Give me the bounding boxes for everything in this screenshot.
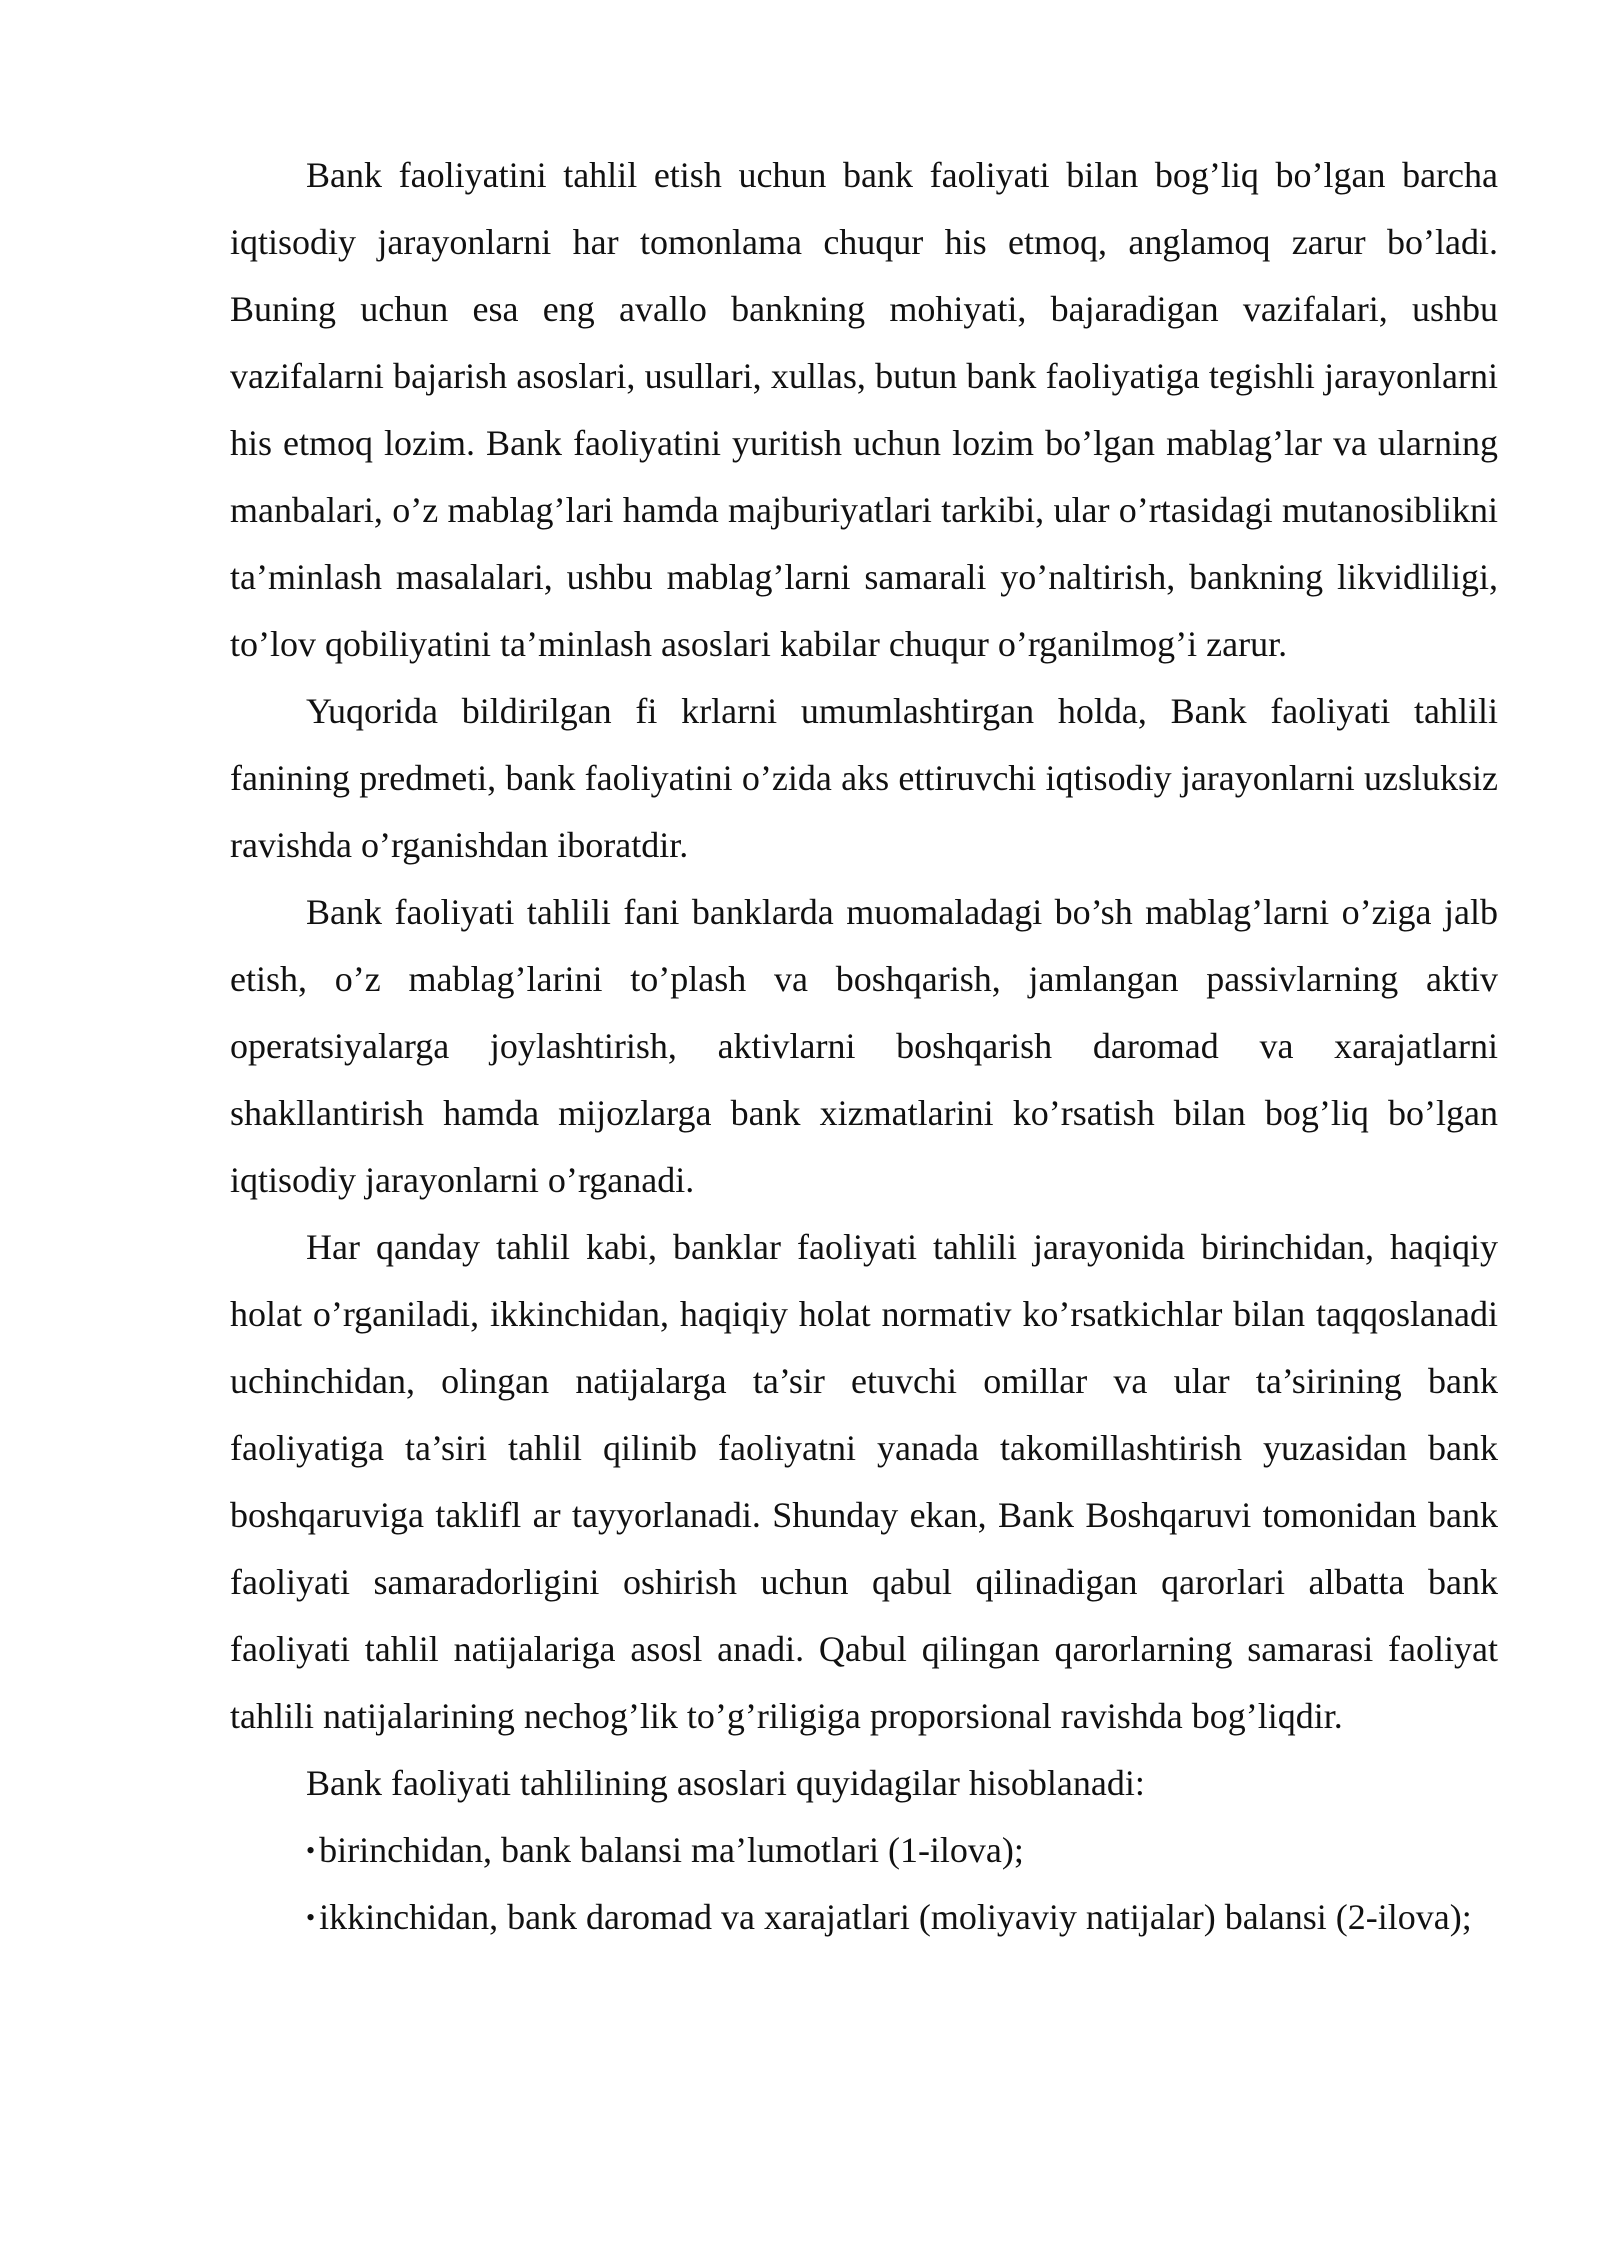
document-page bbox=[230, 142, 1498, 1951]
paragraph-1: Bank faoliyatini tahlil etish uchun bank faoliyati bilan bog’liq bo’lgan barcha iqtisodiy jarayonlarni har tomonlama chuqur his etmoq, anglamoq zarur bo’ladi. Buning uchun esa eng avallo bankning mohiyati, bajaradigan vazifalari, ushbu vazifalarni bajarish asoslari, usullari, xullas, butun bank faoliyatiga tegishli jarayonlarni his etmoq lozim. Bank faoliyatini yuritish uchun lozim bo’lgan mablag’lar va ularning manbalari, o’z mablag’lari hamda majburiyatlari tarkibi, ular o’rtasidagi mutanosiblikni ta’minlash masalalari, ushbu mablag’larni samarali yo’naltirish, bankning likvidliligi, to’lov qobiliyatini ta’minlash asoslari kabilar chuqur o’rganilmog’i zarur. bbox=[230, 155, 1498, 664]
bullet-text: ikkinchidan, bank daromad va xarajatlari (moliyaviy natijalar) balansi (2-ilova); bbox=[319, 1897, 1472, 1937]
bullet-item-1 bbox=[230, 1817, 1498, 1884]
paragraph-4: Har qanday tahlil kabi, banklar faoliyati tahlili jarayonida birinchidan, haqiqiy holat o’rganiladi, ikkinchidan, haqiqiy holat normativ ko’rsatkichlar bilan taqqoslanadi uchinchidan, olingan natijalarga ta’sir etuvchi omillar va ular ta’sirining bank faoliyatiga ta’siri tahlil qilinib faoliyatni yanada takomillashtirish yuzasidan bank boshqaruviga taklifl ar tayyorlanadi. Shunday ekan, Bank Boshqaruvi tomonidan bank faoliyati samaradorligini oshirish uchun qabul qilinadigan qarorlari albatta bank faoliyati tahlil natijalariga asosl anadi. Qabul qilingan qarorlarning samarasi faoliyat tahlili natijalarining nechog’lik to’g’riligiga proporsional ravishda bog’liqdir. bbox=[230, 1227, 1498, 1736]
bullet-icon: • bbox=[306, 1836, 316, 1865]
bullet-item-2 bbox=[230, 1884, 1498, 1951]
paragraph-3: Bank faoliyati tahlili fani banklarda muomaladagi bo’sh mablag’larni o’ziga jalb etish, o’z mablag’larini to’plash va boshqarish, jamlangan passivlarning aktiv operatsiyalarga joylashtirish, aktivlarni boshqarish daromad va xarajatlarni shakllantirish hamda mijozlarga bank xizmatlarini ko’rsatish bilan bog’liq bo’lgan iqtisodiy jarayonlarni o’rganadi. bbox=[230, 892, 1498, 1200]
bullet-text: birinchidan, bank balansi ma’lumotlari (1-ilova); bbox=[319, 1830, 1024, 1870]
paragraph-2: Yuqorida bildirilgan fi krlarni umumlashtirgan holda, Bank faoliyati tahlili fanining predmeti, bank faoliyatini o’zida aks ettiruvchi iqtisodiy jarayonlarni uzsluksiz ravishda o’rganishdan iboratdir. bbox=[230, 691, 1498, 865]
bullet-icon: • bbox=[306, 1903, 316, 1932]
paragraph-5: Bank faoliyati tahlilining asoslari quyidagilar hisoblanadi: bbox=[306, 1763, 1145, 1803]
